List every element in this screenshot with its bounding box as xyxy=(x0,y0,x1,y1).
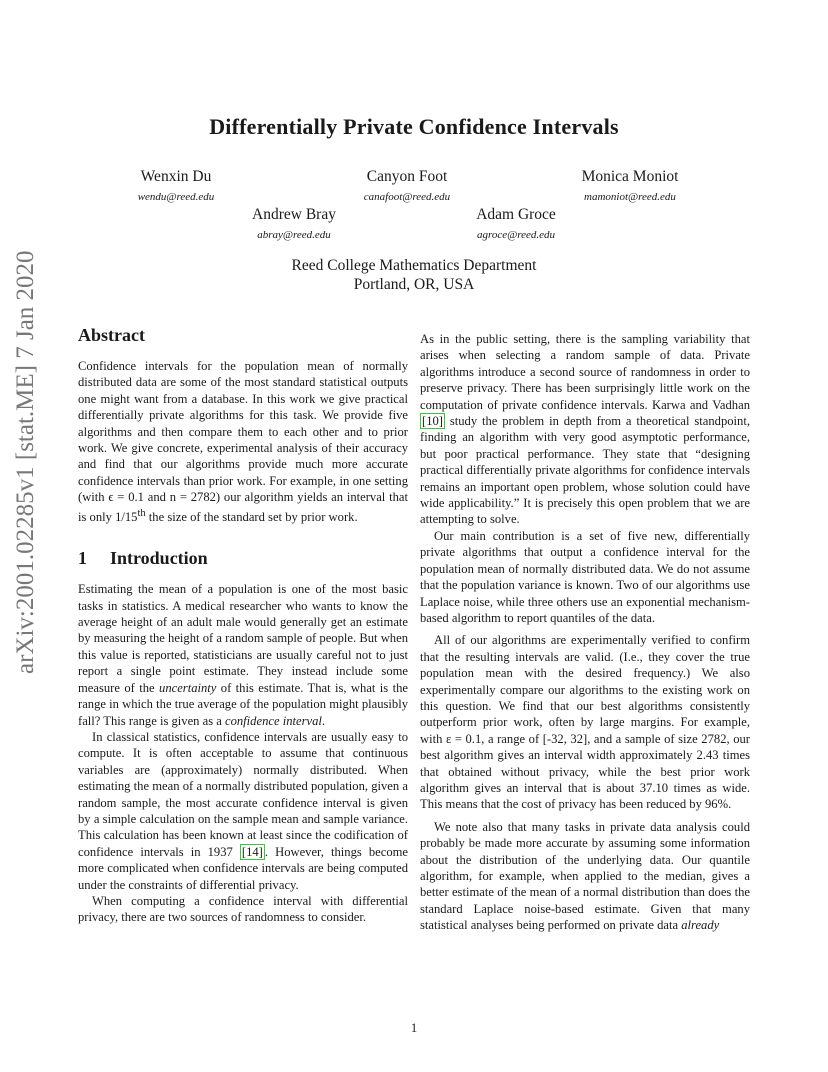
author-email: wendu@reed.edu xyxy=(137,191,215,203)
author-name: Wenxin Du xyxy=(140,168,212,185)
text-run: We note also that many tasks in private data analysis could probably be made more accurate by assuming some information about the distribution of the underlying data. Our quantile algorithm, for example, when applied to the median, gives a better estimate of the mean of a normal distribution than does the standard Laplace noise-based estimate. Given that many statistical analyses being performed on private data xyxy=(420,819,750,933)
emphasis-text: already xyxy=(681,918,720,933)
affiliation xyxy=(0,256,828,294)
text-run: In classical statistics, confidence intervals are usually easy to compute. It is often acceptable to assume that continuous variables are (approximately) normally distributed. When estimating the mean of a normally distributed population, given a random sample, the most accurate confidence interval is given by a simple calculation on the sample mean and sample variance. This calculation has been known at least since the codification of confidence intervals in 1937 xyxy=(78,729,408,859)
author-email: mamoniot@reed.edu xyxy=(584,191,676,203)
text-run: . xyxy=(321,713,326,728)
arxiv-identifier: arXiv:2001.02285v1 [stat.ME] 7 Jan 2020 xyxy=(12,250,39,674)
abstract-text xyxy=(78,358,408,525)
text-run: As in the public setting, there is the sampling variability that arises when selecting a random sample of data. Private algorithms introduce a second source of randomness in order to preserve privacy. There has been surprisingly little work on the computation of private confidence intervals. Karwa and Vadhan xyxy=(420,332,750,412)
author-name: Monica Moniot xyxy=(581,168,679,185)
right-column xyxy=(420,331,750,934)
paper-title: Differentially Private Confidence Intervals xyxy=(209,114,619,139)
page-number: 1 xyxy=(410,1021,418,1035)
left-column xyxy=(78,320,408,926)
emphasis-text: uncertainty xyxy=(159,680,217,695)
abstract-text-part: the size of the standard set by prior work. xyxy=(145,509,358,524)
intro-paragraph xyxy=(78,729,408,893)
author-email: canafoot@reed.edu xyxy=(363,191,451,203)
author-name: Adam Groce xyxy=(476,206,556,223)
body-paragraph: Our main contribution is a set of five new, differentially private algorithms that output a confidence interval for the population mean of normally distributed data. We do not assume that the population variance is known. Two of our algorithms use Laplace noise, while three others use an exponential mechanism-based algorithm to report quantiles of the data. xyxy=(420,528,750,625)
author-block xyxy=(530,167,730,205)
text-run: Estimating the mean of a population is one of the most basic tasks in statistics. A medical researcher who wants to know the average height of an adult male would generally get an estimate by measuring the height of a random sample of people. But when this value is reported, statisticians are usually careful not to just report a single point estimate. They instead include some measure of the xyxy=(78,582,408,695)
text-run: . However, things become more complicated when confidence intervals are being computed under the constraints of differential privacy. xyxy=(78,844,408,892)
affiliation-location: Portland, OR, USA xyxy=(353,276,475,293)
citation-link[interactable]: [14] xyxy=(241,844,263,859)
author-name: Andrew Bray xyxy=(252,206,336,223)
affiliation-department: Reed College Mathematics Department xyxy=(291,257,537,274)
author-block xyxy=(76,167,276,205)
author-name: Canyon Foot xyxy=(366,168,448,185)
abstract-superscript: th xyxy=(137,507,146,519)
intro-paragraph xyxy=(78,581,408,729)
citation-link[interactable]: [10] xyxy=(422,414,443,429)
introduction-heading xyxy=(78,547,408,569)
author-block xyxy=(416,205,616,243)
body-paragraph xyxy=(420,331,750,528)
body-paragraph xyxy=(420,819,750,934)
abstract-heading: Abstract xyxy=(78,325,145,345)
text-run: of this estimate. That is, what is the range in which the true average of the population might plausibly fall? This range is given as a xyxy=(78,680,408,728)
author-email: abray@reed.edu xyxy=(257,229,331,241)
emphasis-text: confidence interval xyxy=(225,713,322,728)
author-block xyxy=(307,167,507,205)
section-title: Introduction xyxy=(110,548,208,569)
abstract-text-part: Confidence intervals for the population mean of normally distributed data are some of the most standard statistical outputs one might want from a database. In this work we give practical differentially private algorithms for this task. We provide five algorithms and then compare them to each other and to prior work. We give concrete, experimental analysis of their accuracy and find that our algorithms provide much more accurate confidence intervals than prior work. For example, in one setting (with ϵ = 0.1 and n = 2782) our algorithm yields an interval that is only 1/15 xyxy=(78,359,408,524)
author-block xyxy=(194,205,394,243)
body-paragraph: All of our algorithms are experimentally verified to confirm that the resulting intervals are valid. (I.e., they cover the true population mean with the desired frequency.) We also experimentally compare our algorithms to the existing work on this question. We find that our best algorithms consistently outperform prior work, often by large margins. For example, with ε = 0.1, a range of [-32, 32], and a sample of size 2782, our best algorithm gives an interval width approximately 2.43 times that obtained without privacy, while the best prior work algorithm gives an interval that is about 37.10 times as wide. This means that the cost of privacy has been reduced by 96%. xyxy=(420,633,750,812)
section-number: 1 xyxy=(78,548,87,569)
intro-paragraph: When computing a confidence interval with differential privacy, there are two sources of randomness to consider. xyxy=(78,893,408,925)
text-run: study the problem in depth from a theoretical standpoint, finding an algorithm with very good asymptotic performance, but poor practical performance. They state that “designing practical differentially private algorithms for confidence intervals remains an important open problem, whose solution could have wide applicability.” It is precisely this open problem that we are attempting to solve. xyxy=(420,414,750,527)
author-email: agroce@reed.edu xyxy=(476,229,556,241)
